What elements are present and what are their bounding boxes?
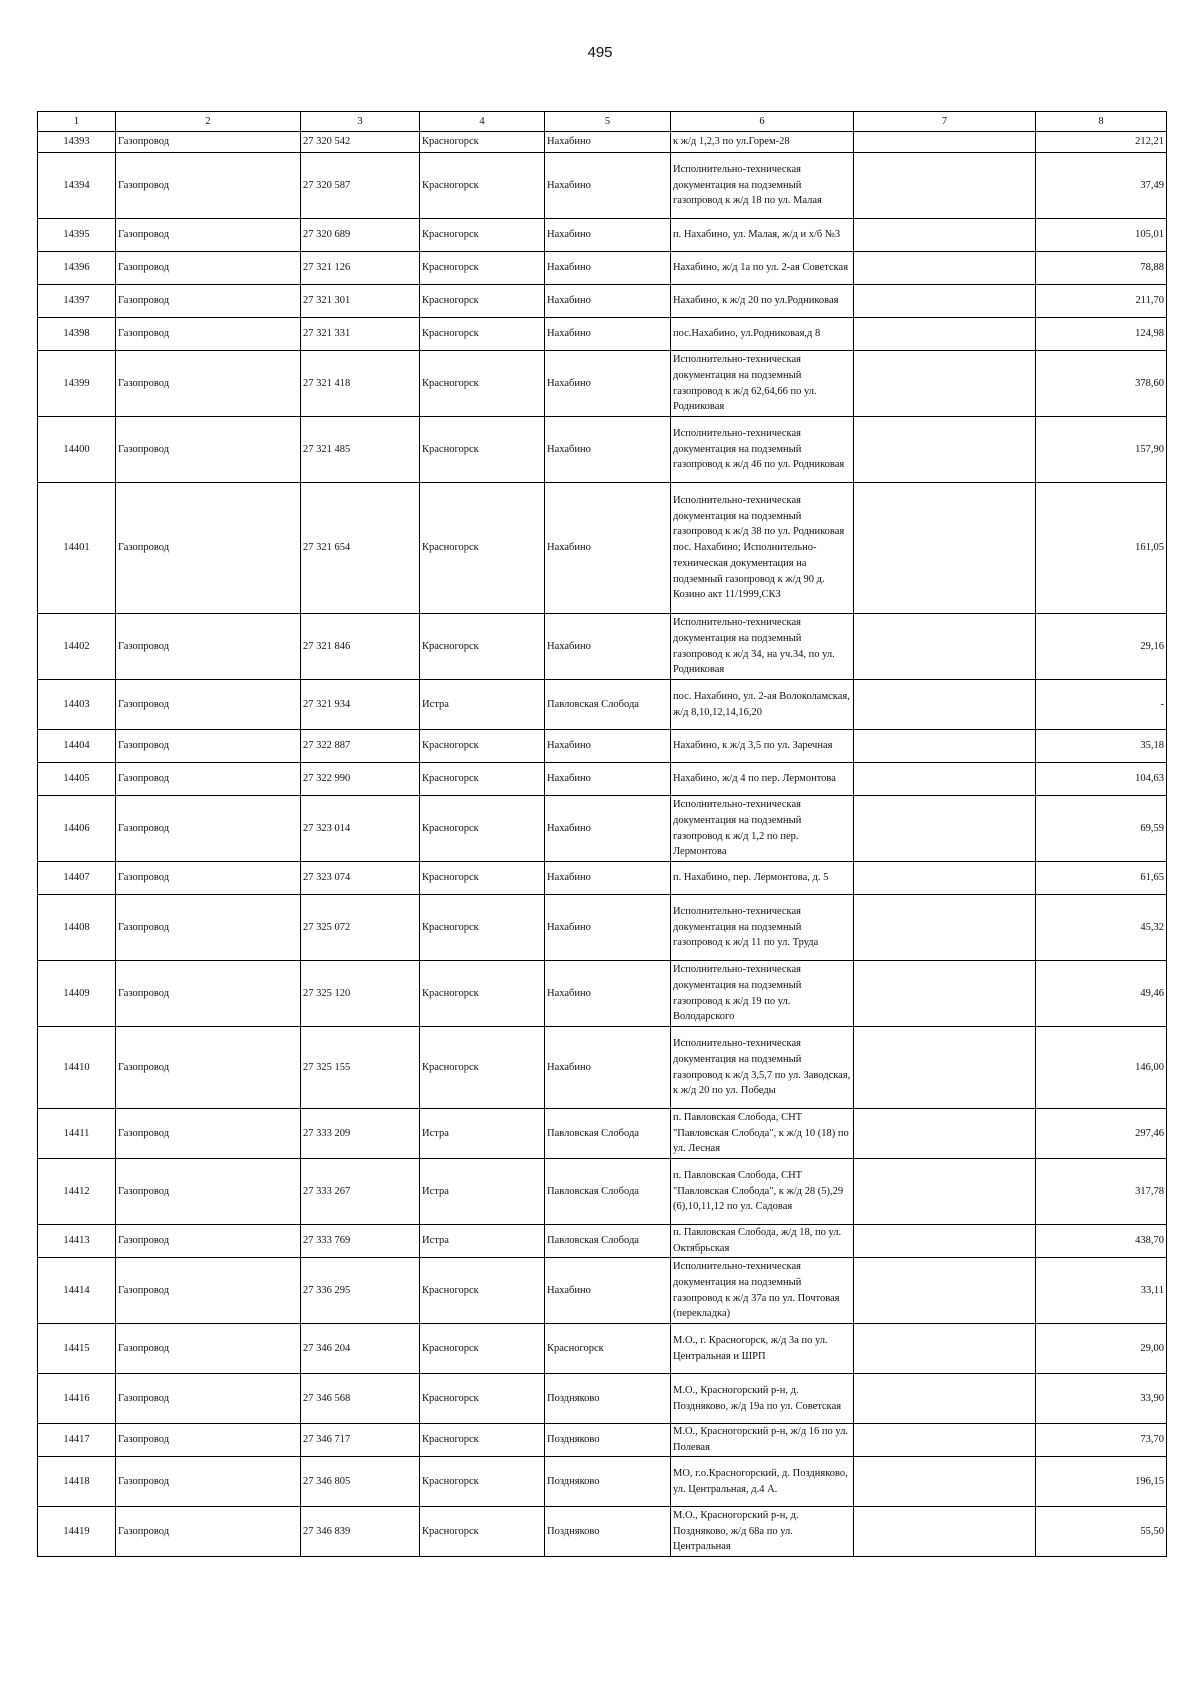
cell-locality: Нахабино <box>545 614 671 680</box>
cell-city: Красногорск <box>420 153 545 219</box>
cell-type: Газопровод <box>116 1374 301 1424</box>
cell-type: Газопровод <box>116 252 301 285</box>
column-header: 7 <box>854 112 1036 132</box>
cell-value: 49,46 <box>1036 961 1167 1027</box>
cell-city: Красногорск <box>420 318 545 351</box>
cell-col7 <box>854 153 1036 219</box>
cell-value: 161,05 <box>1036 483 1167 614</box>
cell-code: 27 325 155 <box>301 1027 420 1109</box>
table-row <box>38 1109 1167 1159</box>
cell-type: Газопровод <box>116 961 301 1027</box>
cell-col7 <box>854 895 1036 961</box>
cell-id: 14411 <box>38 1109 116 1159</box>
cell-locality: Нахабино <box>545 252 671 285</box>
cell-id: 14398 <box>38 318 116 351</box>
cell-id: 14396 <box>38 252 116 285</box>
cell-value: 297,46 <box>1036 1109 1167 1159</box>
cell-id: 14415 <box>38 1324 116 1374</box>
cell-locality: Нахабино <box>545 961 671 1027</box>
cell-col7 <box>854 1324 1036 1374</box>
cell-city: Красногорск <box>420 961 545 1027</box>
cell-locality: Поздняково <box>545 1507 671 1557</box>
table-row <box>38 1258 1167 1324</box>
cell-col7 <box>854 285 1036 318</box>
cell-value: 438,70 <box>1036 1225 1167 1258</box>
cell-description: Исполнительно-техническая документация на подземный газопровод к ж/д 37а по ул. Почтовая (перекладка) <box>671 1258 854 1324</box>
cell-code: 27 321 301 <box>301 285 420 318</box>
cell-id: 14401 <box>38 483 116 614</box>
registry-table <box>37 111 1167 1557</box>
table-row <box>38 351 1167 417</box>
cell-description: Исполнительно-техническая документация на подземный газопровод к ж/д 3,5,7 по ул. Заводская, к ж/д 20 по ул. Победы <box>671 1027 854 1109</box>
cell-locality: Нахабино <box>545 796 671 862</box>
table-row <box>38 1225 1167 1258</box>
cell-locality: Нахабино <box>545 318 671 351</box>
cell-id: 14399 <box>38 351 116 417</box>
cell-col7 <box>854 1225 1036 1258</box>
cell-code: 27 321 846 <box>301 614 420 680</box>
cell-locality: Нахабино <box>545 285 671 318</box>
cell-code: 27 346 805 <box>301 1457 420 1507</box>
cell-description: п. Нахабино, ул. Малая, ж/д и х/б №3 <box>671 219 854 252</box>
cell-type: Газопровод <box>116 219 301 252</box>
cell-value: 317,78 <box>1036 1159 1167 1225</box>
cell-id: 14417 <box>38 1424 116 1457</box>
cell-type: Газопровод <box>116 730 301 763</box>
cell-id: 14404 <box>38 730 116 763</box>
cell-code: 27 323 074 <box>301 862 420 895</box>
cell-value: 69,59 <box>1036 796 1167 862</box>
cell-code: 27 346 568 <box>301 1374 420 1424</box>
cell-description: М.О., Красногорский р-н, ж/д 16 по ул. Полевая <box>671 1424 854 1457</box>
table-row <box>38 763 1167 796</box>
cell-description: п. Павловская Слобода, СНТ "Павловская Слобода", к ж/д 28 (5),29 (6),10,11,12 по ул. Садовая <box>671 1159 854 1225</box>
cell-city: Красногорск <box>420 895 545 961</box>
cell-type: Газопровод <box>116 1258 301 1324</box>
cell-col7 <box>854 796 1036 862</box>
table-row <box>38 614 1167 680</box>
cell-city: Красногорск <box>420 219 545 252</box>
cell-locality: Нахабино <box>545 862 671 895</box>
cell-code: 27 320 587 <box>301 153 420 219</box>
cell-value: 105,01 <box>1036 219 1167 252</box>
table-row <box>38 1027 1167 1109</box>
cell-code: 27 325 072 <box>301 895 420 961</box>
table-row <box>38 132 1167 153</box>
cell-description: п. Павловская Слобода, СНТ "Павловская Слобода", к ж/д 10 (18) по ул. Лесная <box>671 1109 854 1159</box>
cell-code: 27 346 204 <box>301 1324 420 1374</box>
table-row <box>38 153 1167 219</box>
cell-city: Истра <box>420 1109 545 1159</box>
column-header: 2 <box>116 112 301 132</box>
cell-id: 14403 <box>38 680 116 730</box>
cell-type: Газопровод <box>116 796 301 862</box>
cell-type: Газопровод <box>116 483 301 614</box>
table-row <box>38 417 1167 483</box>
cell-locality: Нахабино <box>545 730 671 763</box>
cell-value: 212,21 <box>1036 132 1167 153</box>
cell-col7 <box>854 417 1036 483</box>
cell-col7 <box>854 730 1036 763</box>
cell-type: Газопровод <box>116 680 301 730</box>
cell-city: Красногорск <box>420 1374 545 1424</box>
cell-type: Газопровод <box>116 1225 301 1258</box>
cell-type: Газопровод <box>116 614 301 680</box>
cell-type: Газопровод <box>116 285 301 318</box>
cell-code: 27 336 295 <box>301 1258 420 1324</box>
cell-value: 378,60 <box>1036 351 1167 417</box>
cell-code: 27 321 654 <box>301 483 420 614</box>
cell-description: к ж/д 1,2,3 по ул.Горем-28 <box>671 132 854 153</box>
cell-col7 <box>854 680 1036 730</box>
cell-value: - <box>1036 680 1167 730</box>
cell-description: М.О., г. Красногорск, ж/д 3а по ул. Центральная и ШРП <box>671 1324 854 1374</box>
cell-col7 <box>854 763 1036 796</box>
cell-locality: Нахабино <box>545 1258 671 1324</box>
cell-code: 27 325 120 <box>301 961 420 1027</box>
cell-col7 <box>854 862 1036 895</box>
cell-type: Газопровод <box>116 1324 301 1374</box>
column-header: 5 <box>545 112 671 132</box>
cell-city: Красногорск <box>420 1424 545 1457</box>
table-row <box>38 285 1167 318</box>
cell-id: 14400 <box>38 417 116 483</box>
cell-value: 29,16 <box>1036 614 1167 680</box>
cell-city: Красногорск <box>420 796 545 862</box>
cell-code: 27 320 542 <box>301 132 420 153</box>
cell-city: Красногорск <box>420 285 545 318</box>
cell-locality: Павловская Слобода <box>545 680 671 730</box>
page-number: 495 <box>587 44 613 61</box>
cell-col7 <box>854 1027 1036 1109</box>
cell-description: Нахабино, ж/д 4 по пер. Лермонтова <box>671 763 854 796</box>
column-header: 1 <box>38 112 116 132</box>
cell-description: Исполнительно-техническая документация на подземный газопровод к ж/д 18 по ул. Малая <box>671 153 854 219</box>
cell-code: 27 333 769 <box>301 1225 420 1258</box>
table-row <box>38 680 1167 730</box>
cell-city: Красногорск <box>420 1258 545 1324</box>
table-row <box>38 730 1167 763</box>
cell-city: Красногорск <box>420 351 545 417</box>
cell-type: Газопровод <box>116 763 301 796</box>
cell-description: п. Павловская Слобода, ж/д 18, по ул. Октябрьская <box>671 1225 854 1258</box>
cell-type: Газопровод <box>116 351 301 417</box>
cell-type: Газопровод <box>116 318 301 351</box>
cell-description: Исполнительно-техническая документация на подземный газопровод к ж/д 19 по ул. Володарского <box>671 961 854 1027</box>
cell-city: Красногорск <box>420 862 545 895</box>
cell-code: 27 323 014 <box>301 796 420 862</box>
cell-id: 14407 <box>38 862 116 895</box>
cell-id: 14395 <box>38 219 116 252</box>
cell-id: 14402 <box>38 614 116 680</box>
cell-col7 <box>854 614 1036 680</box>
cell-code: 27 321 331 <box>301 318 420 351</box>
cell-description: Исполнительно-техническая документация на подземный газопровод к ж/д 46 по ул. Родниковая <box>671 417 854 483</box>
cell-col7 <box>854 351 1036 417</box>
cell-locality: Красногорск <box>545 1324 671 1374</box>
column-header: 4 <box>420 112 545 132</box>
cell-col7 <box>854 1374 1036 1424</box>
cell-code: 27 322 887 <box>301 730 420 763</box>
cell-code: 27 346 839 <box>301 1507 420 1557</box>
cell-description: Нахабино, к ж/д 20 по ул.Родниковая <box>671 285 854 318</box>
cell-code: 27 333 209 <box>301 1109 420 1159</box>
table-row <box>38 318 1167 351</box>
cell-description: Исполнительно-техническая документация на подземный газопровод к ж/д 34, на уч.34, по ул. Родниковая <box>671 614 854 680</box>
cell-locality: Поздняково <box>545 1424 671 1457</box>
cell-value: 55,50 <box>1036 1507 1167 1557</box>
cell-type: Газопровод <box>116 1109 301 1159</box>
cell-value: 104,63 <box>1036 763 1167 796</box>
table-row <box>38 1324 1167 1374</box>
cell-description: МО, г.о.Красногорский, д. Поздняково, ул. Центральная, д.4 А. <box>671 1457 854 1507</box>
cell-id: 14397 <box>38 285 116 318</box>
table-row <box>38 1424 1167 1457</box>
cell-type: Газопровод <box>116 1159 301 1225</box>
cell-col7 <box>854 1159 1036 1225</box>
cell-value: 33,11 <box>1036 1258 1167 1324</box>
cell-type: Газопровод <box>116 895 301 961</box>
cell-city: Красногорск <box>420 730 545 763</box>
cell-value: 73,70 <box>1036 1424 1167 1457</box>
cell-col7 <box>854 1258 1036 1324</box>
cell-code: 27 333 267 <box>301 1159 420 1225</box>
cell-locality: Нахабино <box>545 417 671 483</box>
cell-value: 35,18 <box>1036 730 1167 763</box>
cell-type: Газопровод <box>116 1457 301 1507</box>
cell-locality: Поздняково <box>545 1374 671 1424</box>
cell-type: Газопровод <box>116 132 301 153</box>
cell-col7 <box>854 219 1036 252</box>
cell-code: 27 321 485 <box>301 417 420 483</box>
column-header: 3 <box>301 112 420 132</box>
cell-code: 27 322 990 <box>301 763 420 796</box>
cell-city: Красногорск <box>420 132 545 153</box>
cell-id: 14412 <box>38 1159 116 1225</box>
cell-description: Исполнительно-техническая документация на подземный газопровод к ж/д 11 по ул. Труда <box>671 895 854 961</box>
cell-type: Газопровод <box>116 1027 301 1109</box>
cell-city: Красногорск <box>420 1324 545 1374</box>
cell-city: Красногорск <box>420 1507 545 1557</box>
cell-col7 <box>854 1507 1036 1557</box>
cell-description: п. Нахабино, пер. Лермонтова, д. 5 <box>671 862 854 895</box>
cell-col7 <box>854 1424 1036 1457</box>
cell-type: Газопровод <box>116 417 301 483</box>
cell-id: 14405 <box>38 763 116 796</box>
cell-description: пос.Нахабино, ул.Родниковая,д 8 <box>671 318 854 351</box>
table-row <box>38 862 1167 895</box>
cell-id: 14419 <box>38 1507 116 1557</box>
cell-locality: Нахабино <box>545 132 671 153</box>
table-row <box>38 1374 1167 1424</box>
cell-description: Нахабино, к ж/д 3,5 по ул. Заречная <box>671 730 854 763</box>
cell-value: 146,00 <box>1036 1027 1167 1109</box>
cell-col7 <box>854 961 1036 1027</box>
cell-id: 14409 <box>38 961 116 1027</box>
cell-type: Газопровод <box>116 153 301 219</box>
cell-city: Красногорск <box>420 252 545 285</box>
column-header: 6 <box>671 112 854 132</box>
cell-city: Красногорск <box>420 763 545 796</box>
table-row <box>38 1457 1167 1507</box>
cell-value: 78,88 <box>1036 252 1167 285</box>
cell-type: Газопровод <box>116 1507 301 1557</box>
table-row <box>38 1159 1167 1225</box>
cell-value: 211,70 <box>1036 285 1167 318</box>
header-row <box>38 112 1167 132</box>
cell-code: 27 321 418 <box>301 351 420 417</box>
cell-city: Истра <box>420 1159 545 1225</box>
cell-type: Газопровод <box>116 1424 301 1457</box>
cell-city: Красногорск <box>420 417 545 483</box>
cell-city: Истра <box>420 1225 545 1258</box>
cell-description: Исполнительно-техническая документация на подземный газопровод к ж/д 1,2 по пер. Лермонтова <box>671 796 854 862</box>
cell-value: 124,98 <box>1036 318 1167 351</box>
cell-locality: Поздняково <box>545 1457 671 1507</box>
cell-id: 14414 <box>38 1258 116 1324</box>
cell-value: 33,90 <box>1036 1374 1167 1424</box>
table-row <box>38 961 1167 1027</box>
cell-city: Красногорск <box>420 1457 545 1507</box>
cell-id: 14418 <box>38 1457 116 1507</box>
cell-description: пос. Нахабино, ул. 2-ая Волоколамская, ж/д 8,10,12,14,16,20 <box>671 680 854 730</box>
cell-col7 <box>854 1457 1036 1507</box>
cell-value: 45,32 <box>1036 895 1167 961</box>
cell-locality: Нахабино <box>545 763 671 796</box>
cell-col7 <box>854 132 1036 153</box>
cell-locality: Нахабино <box>545 1027 671 1109</box>
cell-city: Красногорск <box>420 1027 545 1109</box>
cell-col7 <box>854 318 1036 351</box>
cell-locality: Нахабино <box>545 351 671 417</box>
cell-city: Истра <box>420 680 545 730</box>
cell-col7 <box>854 252 1036 285</box>
cell-city: Красногорск <box>420 614 545 680</box>
cell-code: 27 320 689 <box>301 219 420 252</box>
cell-value: 29,00 <box>1036 1324 1167 1374</box>
cell-description: Исполнительно-техническая документация на подземный газопровод к ж/д 38 по ул. Родниковая пос. Нахабино; Исполнительно-техническая документация на подземный газопровод к ж/д 90 д. Козино акт 11/1999,СКЗ <box>671 483 854 614</box>
cell-description: Исполнительно-техническая документация на подземный газопровод к ж/д 62,64,66 по ул. Родниковая <box>671 351 854 417</box>
table-row <box>38 1507 1167 1557</box>
cell-value: 157,90 <box>1036 417 1167 483</box>
cell-id: 14416 <box>38 1374 116 1424</box>
cell-col7 <box>854 483 1036 614</box>
table-row <box>38 252 1167 285</box>
cell-code: 27 321 126 <box>301 252 420 285</box>
cell-type: Газопровод <box>116 862 301 895</box>
cell-value: 37,49 <box>1036 153 1167 219</box>
cell-id: 14393 <box>38 132 116 153</box>
cell-id: 14406 <box>38 796 116 862</box>
cell-value: 196,15 <box>1036 1457 1167 1507</box>
cell-id: 14394 <box>38 153 116 219</box>
cell-locality: Нахабино <box>545 895 671 961</box>
cell-description: Нахабино, ж/д 1а по ул. 2-ая Советская <box>671 252 854 285</box>
cell-code: 27 321 934 <box>301 680 420 730</box>
cell-locality: Нахабино <box>545 153 671 219</box>
cell-locality: Нахабино <box>545 219 671 252</box>
cell-locality: Павловская Слобода <box>545 1159 671 1225</box>
cell-description: М.О., Красногорский р-н, д. Поздняково, ж/д 68а по ул. Центральная <box>671 1507 854 1557</box>
cell-city: Красногорск <box>420 483 545 614</box>
cell-value: 61,65 <box>1036 862 1167 895</box>
cell-id: 14410 <box>38 1027 116 1109</box>
cell-id: 14413 <box>38 1225 116 1258</box>
table-row <box>38 895 1167 961</box>
cell-col7 <box>854 1109 1036 1159</box>
cell-description: М.О., Красногорский р-н, д. Поздняково, ж/д 19а по ул. Советская <box>671 1374 854 1424</box>
cell-code: 27 346 717 <box>301 1424 420 1457</box>
cell-id: 14408 <box>38 895 116 961</box>
cell-locality: Павловская Слобода <box>545 1225 671 1258</box>
table-row <box>38 483 1167 614</box>
table-row <box>38 796 1167 862</box>
column-header: 8 <box>1036 112 1167 132</box>
cell-locality: Павловская Слобода <box>545 1109 671 1159</box>
cell-locality: Нахабино <box>545 483 671 614</box>
table-row <box>38 219 1167 252</box>
